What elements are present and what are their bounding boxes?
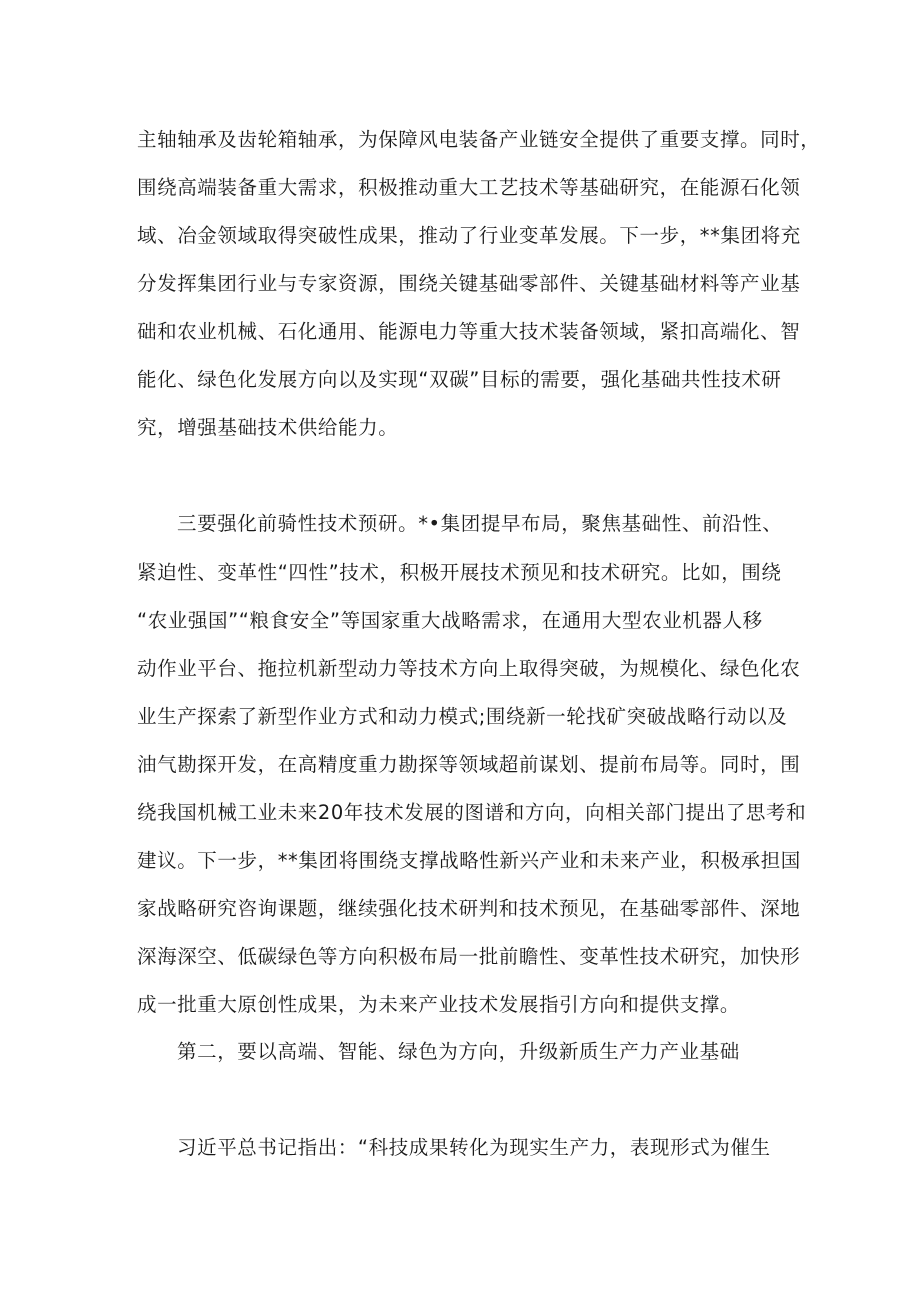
paragraph-3-line: 习近平总书记指出：“科技成果转化为现实生产力，表现形式为催生 <box>177 1136 771 1159</box>
paragraph-2-line: 三要强化前骑性技术预研。*•集团提早布局，聚焦基础性、前沿性、 <box>177 512 783 535</box>
paragraph-2-line: 绕我国机械工业未来20年技术发展的图谱和方向，向相关部门提出了思考和 <box>137 801 807 824</box>
paragraph-1-line: 域、冶金领域取得突破性成果，推动了行业变革发展。下一步，**集团将充 <box>137 224 801 247</box>
section-heading: 第二，要以高端、智能、绿色为方向，升级新质生产力产业基础 <box>177 1040 740 1063</box>
paragraph-2-line: 动作业平台、拖拉机新型动力等技术方向上取得突破，为规模化、绿色化农 <box>137 657 801 680</box>
paragraph-2-line: 紧迫性、变革性“四性”技术，积极开展技术预见和技术研究。比如，围绕 <box>137 561 782 584</box>
paragraph-2-line: 建议。下一步，**集团将围绕支撑战略性新兴产业和未来产业，积极承担国 <box>137 849 801 872</box>
paragraph-2-line: 油气勘探开发，在高精度重力勘探等领域超前谋划、提前布局等。同时，围 <box>137 753 801 776</box>
paragraph-1-line: 主轴轴承及齿轮箱轴承，为保障风电装备产业链安全提供了重要支撑。同时， <box>137 128 821 151</box>
paragraph-1-line: 能化、绿色化发展方向以及实现“双碳”目标的需要，强化基础共性技术研 <box>137 368 782 391</box>
paragraph-1-line: 究，增强基础技术供给能力。 <box>137 416 399 439</box>
paragraph-1-line: 分发挥集团行业与专家资源，围绕关键基础零部件、关键基础材料等产业基 <box>137 272 801 295</box>
paragraph-1-line: 础和农业机械、石化通用、能源电力等重大技术装备领域，紧扣高端化、智 <box>137 320 801 343</box>
paragraph-1-line: 围绕高端装备重大需求，积极推动重大工艺技术等基础研究，在能源石化领 <box>137 176 801 199</box>
paragraph-2-line: 深海深空、低碳绿色等方向积极布局一批前瞻性、变革性技术研究，加快形 <box>137 945 801 968</box>
paragraph-2-line: “农业强国”“粮食安全”等国家重大战略需求，在通用大型农业机器人移 <box>137 609 763 632</box>
paragraph-2-line: 成一批重大原创性成果，为未来产业技术发展指引方向和提供支撑。 <box>137 993 741 1016</box>
paragraph-2-line: 家战略研究咨询课题，继续强化技术研判和技术预见，在基础零部件、深地 <box>137 897 801 920</box>
paragraph-2-line: 业生产探索了新型作业方式和动力模式;围绕新一轮找矿突破战略行动以及 <box>137 705 788 728</box>
